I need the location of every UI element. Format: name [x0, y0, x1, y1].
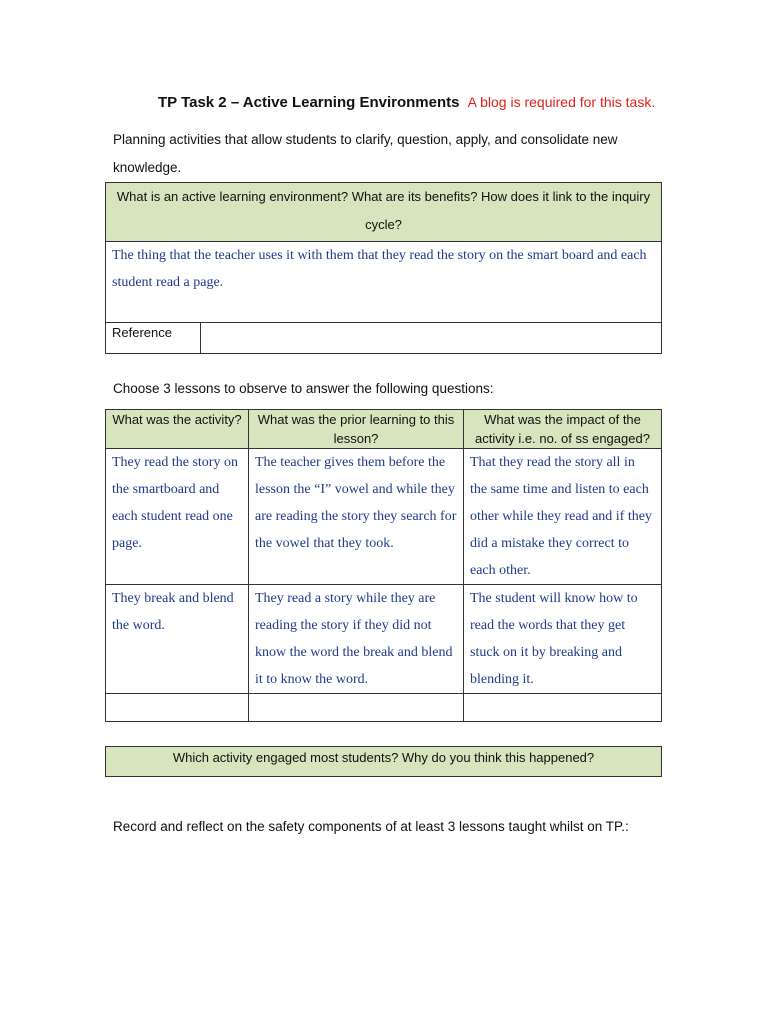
row3-activity[interactable]: [106, 694, 249, 722]
header-impact: What was the impact of the activity i.e. no. of ss engaged?: [464, 410, 662, 449]
title-main: TP Task 2 – Active Learning Environments: [158, 94, 460, 111]
row1-prior-learning[interactable]: The teacher gives them before the lesson the “I” vowel and while they are reading the story they search for the vowel that they took.: [249, 449, 464, 585]
header-prior-learning: What was the prior learning to this lesson?: [249, 410, 464, 449]
table-row: [106, 694, 662, 722]
table-row: [106, 585, 662, 694]
row1-activity[interactable]: They read the story on the smartboard and each student read one page.: [106, 449, 249, 585]
reference-field[interactable]: [201, 323, 662, 354]
engagement-question: Which activity engaged most students? Why do you think this happened?: [106, 747, 662, 777]
choose-lessons-instruction: Choose 3 lessons to observe to answer the following questions:: [113, 381, 494, 396]
row2-prior-learning[interactable]: They read a story while they are reading the story if they did not know the word the break and blend it to know the word.: [249, 585, 464, 694]
row1-impact[interactable]: That they read the story all in the same time and listen to each other while they read and if they did a mistake they correct to each other.: [464, 449, 662, 585]
active-learning-question: What is an active learning environment? What are its benefits? How does it link to the inquiry cycle?: [106, 183, 662, 242]
record-safety-instruction: Record and reflect on the safety components of at least 3 lessons taught whilst on TP.:: [113, 819, 629, 834]
reference-label: Reference: [106, 323, 201, 354]
page-title: [158, 94, 655, 111]
active-learning-answer[interactable]: The thing that the teacher uses it with them that they read the story on the smart board and each student read a page.: [106, 242, 662, 323]
lessons-table: [105, 409, 662, 722]
row2-activity[interactable]: They break and blend the word.: [106, 585, 249, 694]
row3-prior-learning[interactable]: [249, 694, 464, 722]
row2-impact[interactable]: The student will know how to read the words that they get stuck on it by breaking and blending it.: [464, 585, 662, 694]
table-row: [106, 449, 662, 585]
intro-text: Planning activities that allow students to clarify, question, apply, and consolidate new knowledge.: [113, 132, 618, 175]
row3-impact[interactable]: [464, 694, 662, 722]
engagement-table: [105, 746, 662, 777]
blog-required-note: A blog is required for this task.: [467, 94, 656, 110]
header-activity: What was the activity?: [106, 410, 249, 449]
active-learning-table: [105, 182, 662, 354]
